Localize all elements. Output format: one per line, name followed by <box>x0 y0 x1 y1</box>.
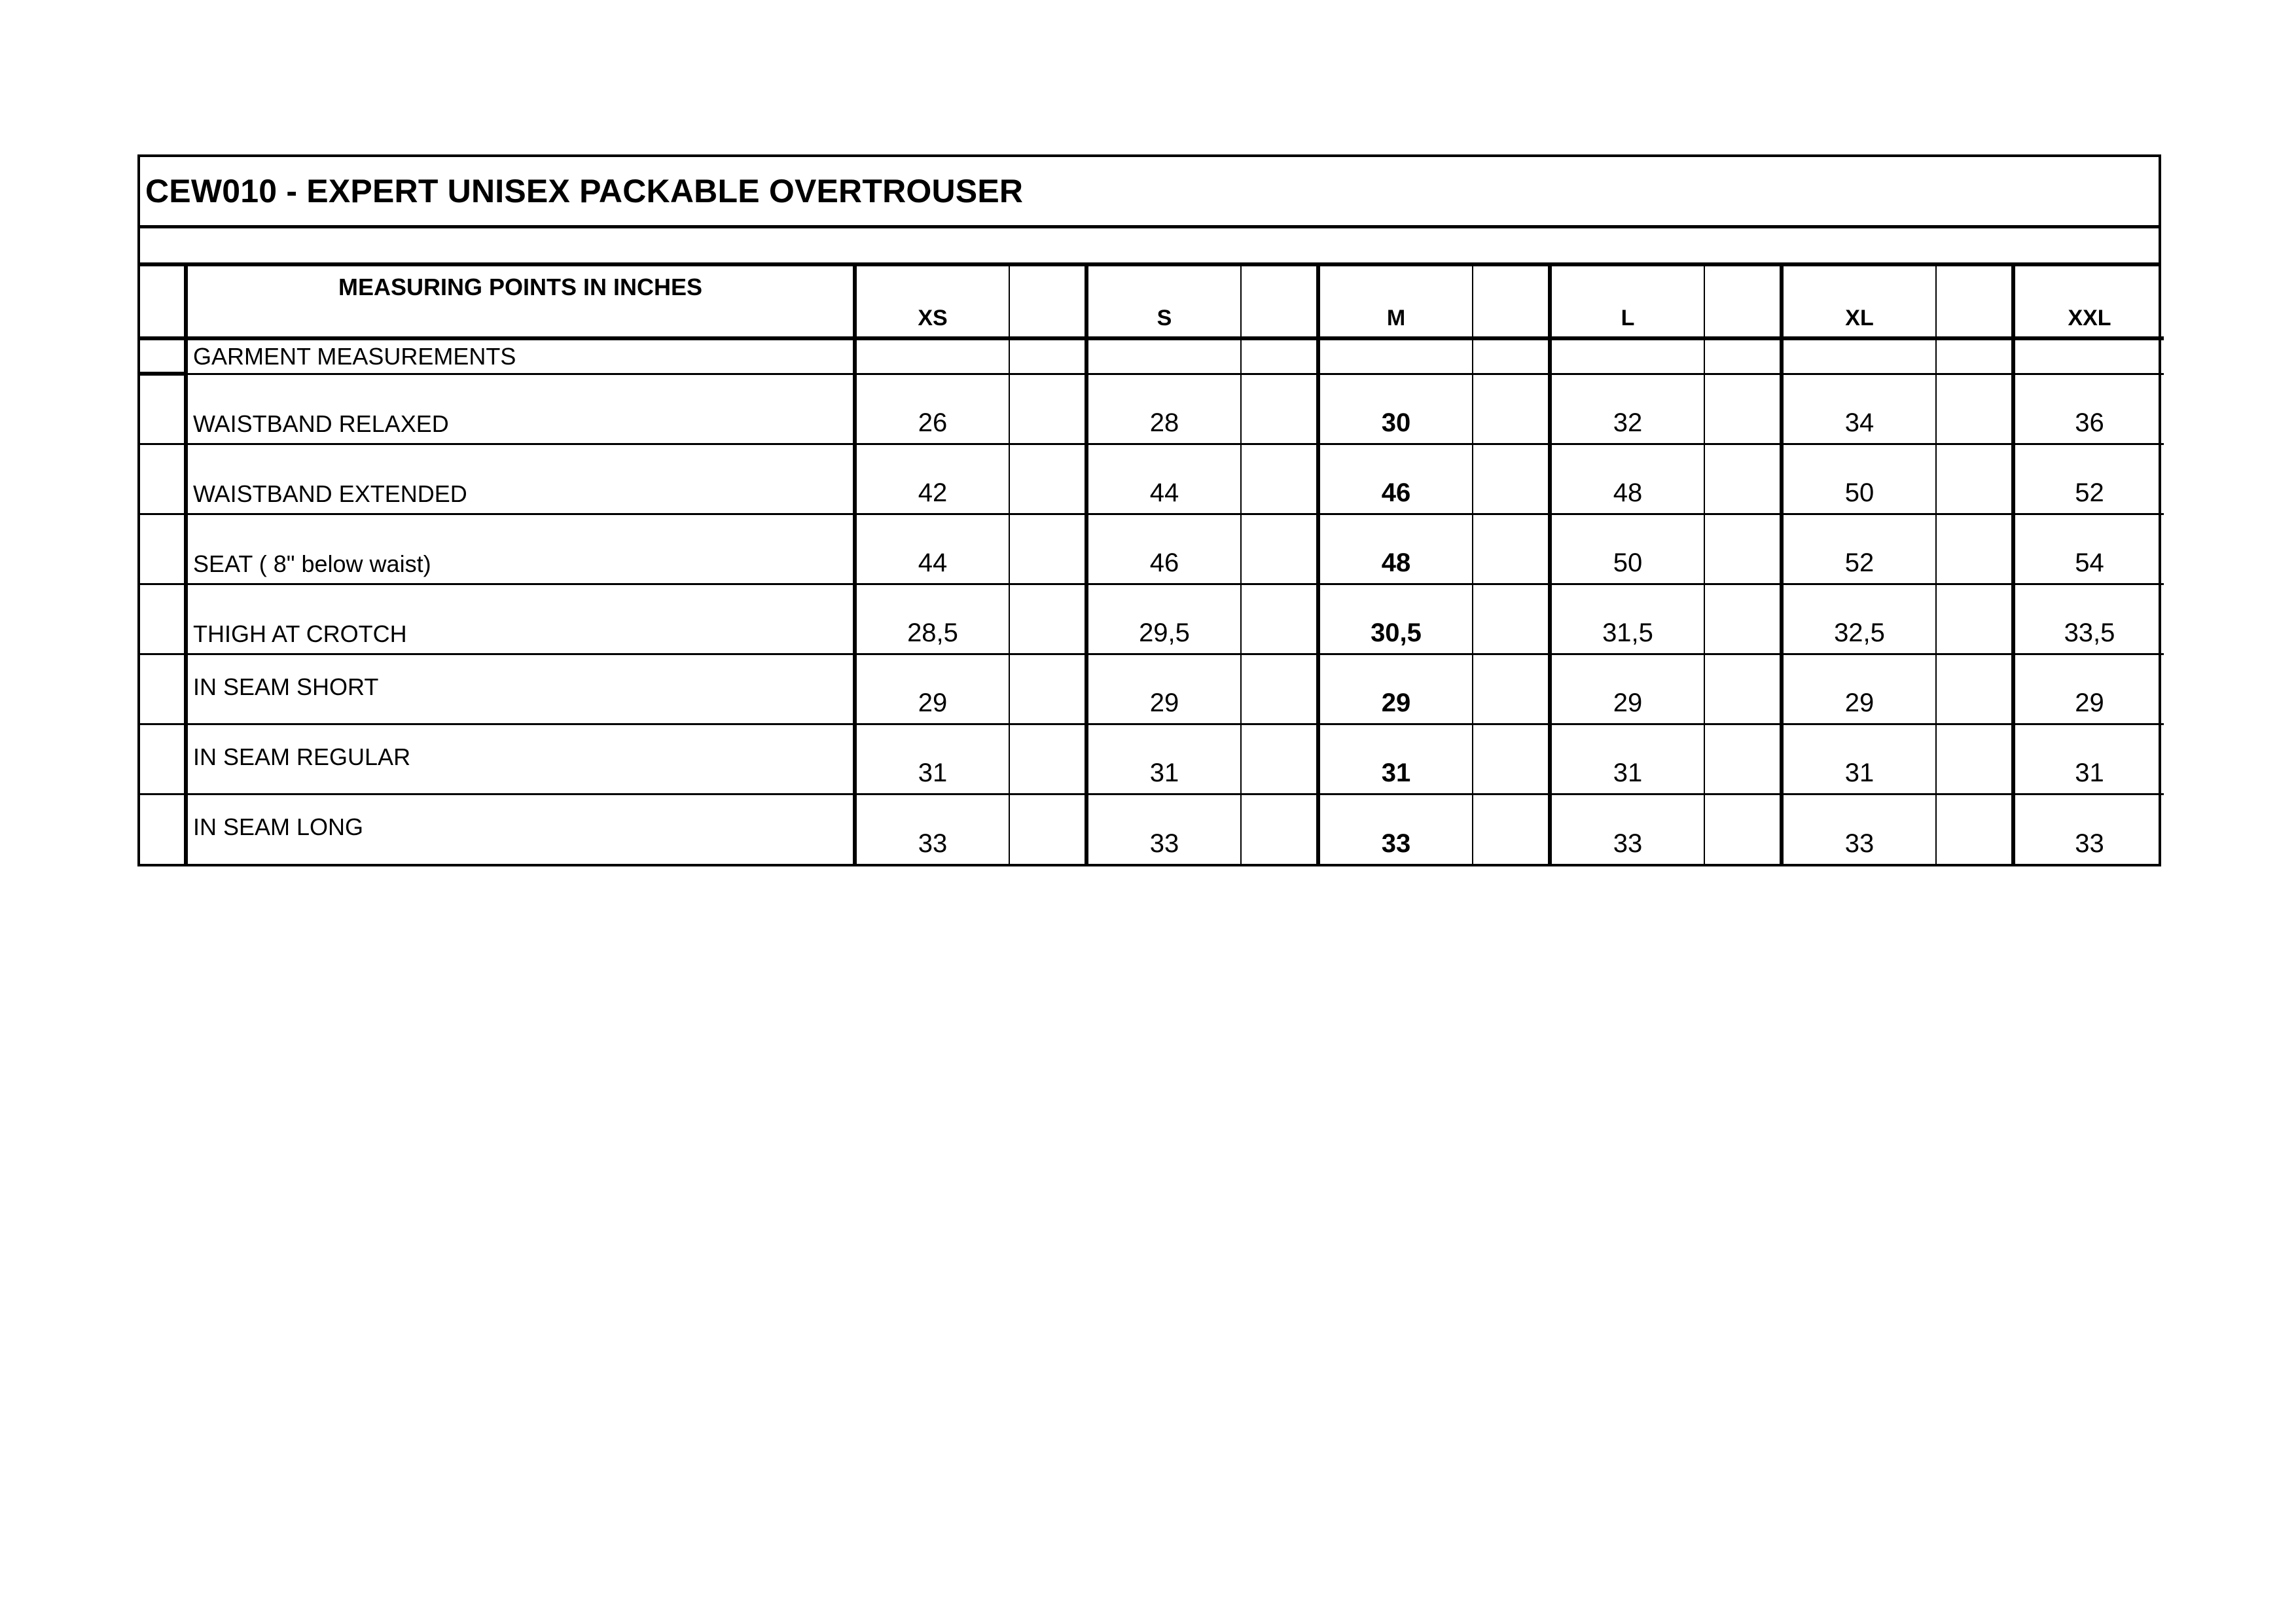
empty-cell <box>855 338 1009 374</box>
index-cell <box>140 724 186 794</box>
measurement-value: 33,5 <box>2013 584 2164 654</box>
measurement-value: 33 <box>1550 794 1704 864</box>
spacer-cell <box>1704 338 1782 374</box>
measurement-value: 31 <box>1550 724 1704 794</box>
measurement-value: 33 <box>2075 829 2104 858</box>
measurement-label: IN SEAM LONG <box>186 794 855 864</box>
measurement-value: 34 <box>1782 374 1936 444</box>
measurement-label: IN SEAM REGULAR <box>186 724 855 794</box>
measurement-value: 29 <box>1086 654 1241 724</box>
size-header-xxl: XXL <box>2013 266 2164 338</box>
measurement-value: 52 <box>2013 444 2164 514</box>
spacer-cell <box>1009 444 1086 514</box>
measurement-value: 48 <box>1550 444 1704 514</box>
spacer-cell <box>1936 514 2013 584</box>
measurement-value: 30,5 <box>1318 584 1473 654</box>
title-row <box>140 157 2159 228</box>
empty-cell <box>1086 338 1241 374</box>
measurement-value: 33 <box>1086 794 1241 864</box>
measurement-value: 46 <box>1086 514 1241 584</box>
index-cell <box>140 444 186 514</box>
index-cell <box>140 514 186 584</box>
measurement-value: 44 <box>1086 444 1241 514</box>
spacer-cell <box>1009 514 1086 584</box>
size-header-l: L <box>1550 266 1704 338</box>
measurement-label: IN SEAM SHORT <box>186 654 855 724</box>
measurement-value: 29 <box>1782 654 1936 724</box>
spacer-cell <box>1009 338 1086 374</box>
spacer-cell <box>1704 794 1782 864</box>
spacer-cell <box>1936 654 2013 724</box>
size-header-s: S <box>1086 266 1241 338</box>
measurement-value: 31 <box>855 724 1009 794</box>
spacer-cell <box>1473 266 1550 338</box>
spacer-cell <box>1704 374 1782 444</box>
measurement-value: 30 <box>1318 374 1473 444</box>
spacer-cell <box>1936 584 2013 654</box>
measurement-value: 31 <box>2013 724 2164 794</box>
spacer-cell <box>1704 514 1782 584</box>
spacer-cell <box>1009 654 1086 724</box>
measurement-value: 54 <box>2013 514 2164 584</box>
measurement-value: 42 <box>855 444 1009 514</box>
empty-cell <box>2013 338 2164 374</box>
table-row <box>140 514 2164 584</box>
spacer-cell <box>1473 654 1550 724</box>
measurement-value: 31 <box>1318 724 1473 794</box>
spacer-cell <box>1473 514 1550 584</box>
group-row <box>140 338 2164 374</box>
measurement-table <box>140 266 2164 864</box>
measurement-value: 32 <box>1550 374 1704 444</box>
measurement-value: 29 <box>855 654 1009 724</box>
spacer-cell <box>1473 794 1550 864</box>
spacer-cell <box>1241 266 1318 338</box>
empty-cell <box>1550 338 1704 374</box>
spacer-cell <box>1704 444 1782 514</box>
index-cell <box>140 794 186 864</box>
measurement-label: WAISTBAND RELAXED <box>186 374 855 444</box>
size-header-xs: XS <box>855 266 1009 338</box>
measurement-value: 46 <box>1318 444 1473 514</box>
index-cell <box>140 266 186 338</box>
spacer-cell <box>1936 338 2013 374</box>
measurement-value: 48 <box>1318 514 1473 584</box>
index-cell <box>140 654 186 724</box>
spacer-cell <box>1241 338 1318 374</box>
measurement-value: 29 <box>1550 654 1704 724</box>
spacer-row <box>140 228 2159 266</box>
measurement-value: 44 <box>855 514 1009 584</box>
spacer-cell <box>1009 584 1086 654</box>
measurement-value: 33 <box>855 794 1009 864</box>
spacer-cell <box>1473 374 1550 444</box>
spacer-cell <box>1936 374 2013 444</box>
table-row <box>140 724 2164 794</box>
spacer-cell <box>1009 266 1086 338</box>
table-row <box>140 444 2164 514</box>
spacer-cell <box>1473 584 1550 654</box>
measurement-value: 31 <box>1086 724 1241 794</box>
group-label: GARMENT MEASUREMENTS <box>186 338 855 374</box>
header-row <box>140 266 2164 338</box>
spacer-cell <box>1936 444 2013 514</box>
spacer-cell <box>1241 514 1318 584</box>
spacer-cell <box>1704 724 1782 794</box>
spacer-cell <box>1009 794 1086 864</box>
measurement-value: 29 <box>1318 654 1473 724</box>
measurement-label: WAISTBAND EXTENDED <box>186 444 855 514</box>
measurement-value: 33 <box>1318 794 1473 864</box>
size-header-m: M <box>1318 266 1473 338</box>
spacer-cell <box>1936 794 2013 864</box>
spacer-cell <box>1241 374 1318 444</box>
measurement-label: SEAT ( 8" below waist) <box>186 514 855 584</box>
measurement-value: 50 <box>1550 514 1704 584</box>
measurement-value: 29,5 <box>1086 584 1241 654</box>
size-header-xl: XL <box>1782 266 1936 338</box>
spacer-cell <box>1704 654 1782 724</box>
index-cell <box>140 584 186 654</box>
measurement-value: 32,5 <box>1782 584 1936 654</box>
measurement-value: 28 <box>1086 374 1241 444</box>
empty-cell <box>1318 338 1473 374</box>
table-row <box>140 584 2164 654</box>
measurement-value: 28,5 <box>855 584 1009 654</box>
measurement-value: 31 <box>1782 724 1936 794</box>
spacer-cell <box>1704 266 1782 338</box>
spacer-cell <box>1241 724 1318 794</box>
spacer-cell <box>1009 374 1086 444</box>
spacer-cell <box>1241 444 1318 514</box>
measurement-value: 50 <box>1782 444 1936 514</box>
index-cell <box>140 338 186 374</box>
spacer-cell <box>1241 584 1318 654</box>
chart-title: CEW010 - EXPERT UNISEX PACKABLE OVERTROUSER <box>145 173 1024 209</box>
spacer-cell <box>1704 584 1782 654</box>
table-row <box>140 794 2164 864</box>
measurement-value: 33 <box>1782 794 1936 864</box>
spacer-cell <box>1473 724 1550 794</box>
measurement-label: THIGH AT CROTCH <box>186 584 855 654</box>
table-row <box>140 654 2164 724</box>
spacer-cell <box>1241 794 1318 864</box>
empty-cell <box>1782 338 1936 374</box>
measurement-value: 31,5 <box>1550 584 1704 654</box>
measurement-value: 29 <box>2013 654 2164 724</box>
measurement-value: 26 <box>855 374 1009 444</box>
index-cell <box>140 374 186 444</box>
spacer-cell <box>1241 654 1318 724</box>
spacer-cell <box>1936 266 2013 338</box>
header-label: MEASURING POINTS IN INCHES <box>186 266 855 338</box>
table-row <box>140 374 2164 444</box>
measurement-value: 36 <box>2013 374 2164 444</box>
spacer-cell <box>1473 444 1550 514</box>
size-chart <box>137 154 2161 866</box>
measurement-value: 52 <box>1782 514 1936 584</box>
spacer-cell <box>1473 338 1550 374</box>
spacer-cell <box>1936 724 2013 794</box>
spacer-cell <box>1009 724 1086 794</box>
